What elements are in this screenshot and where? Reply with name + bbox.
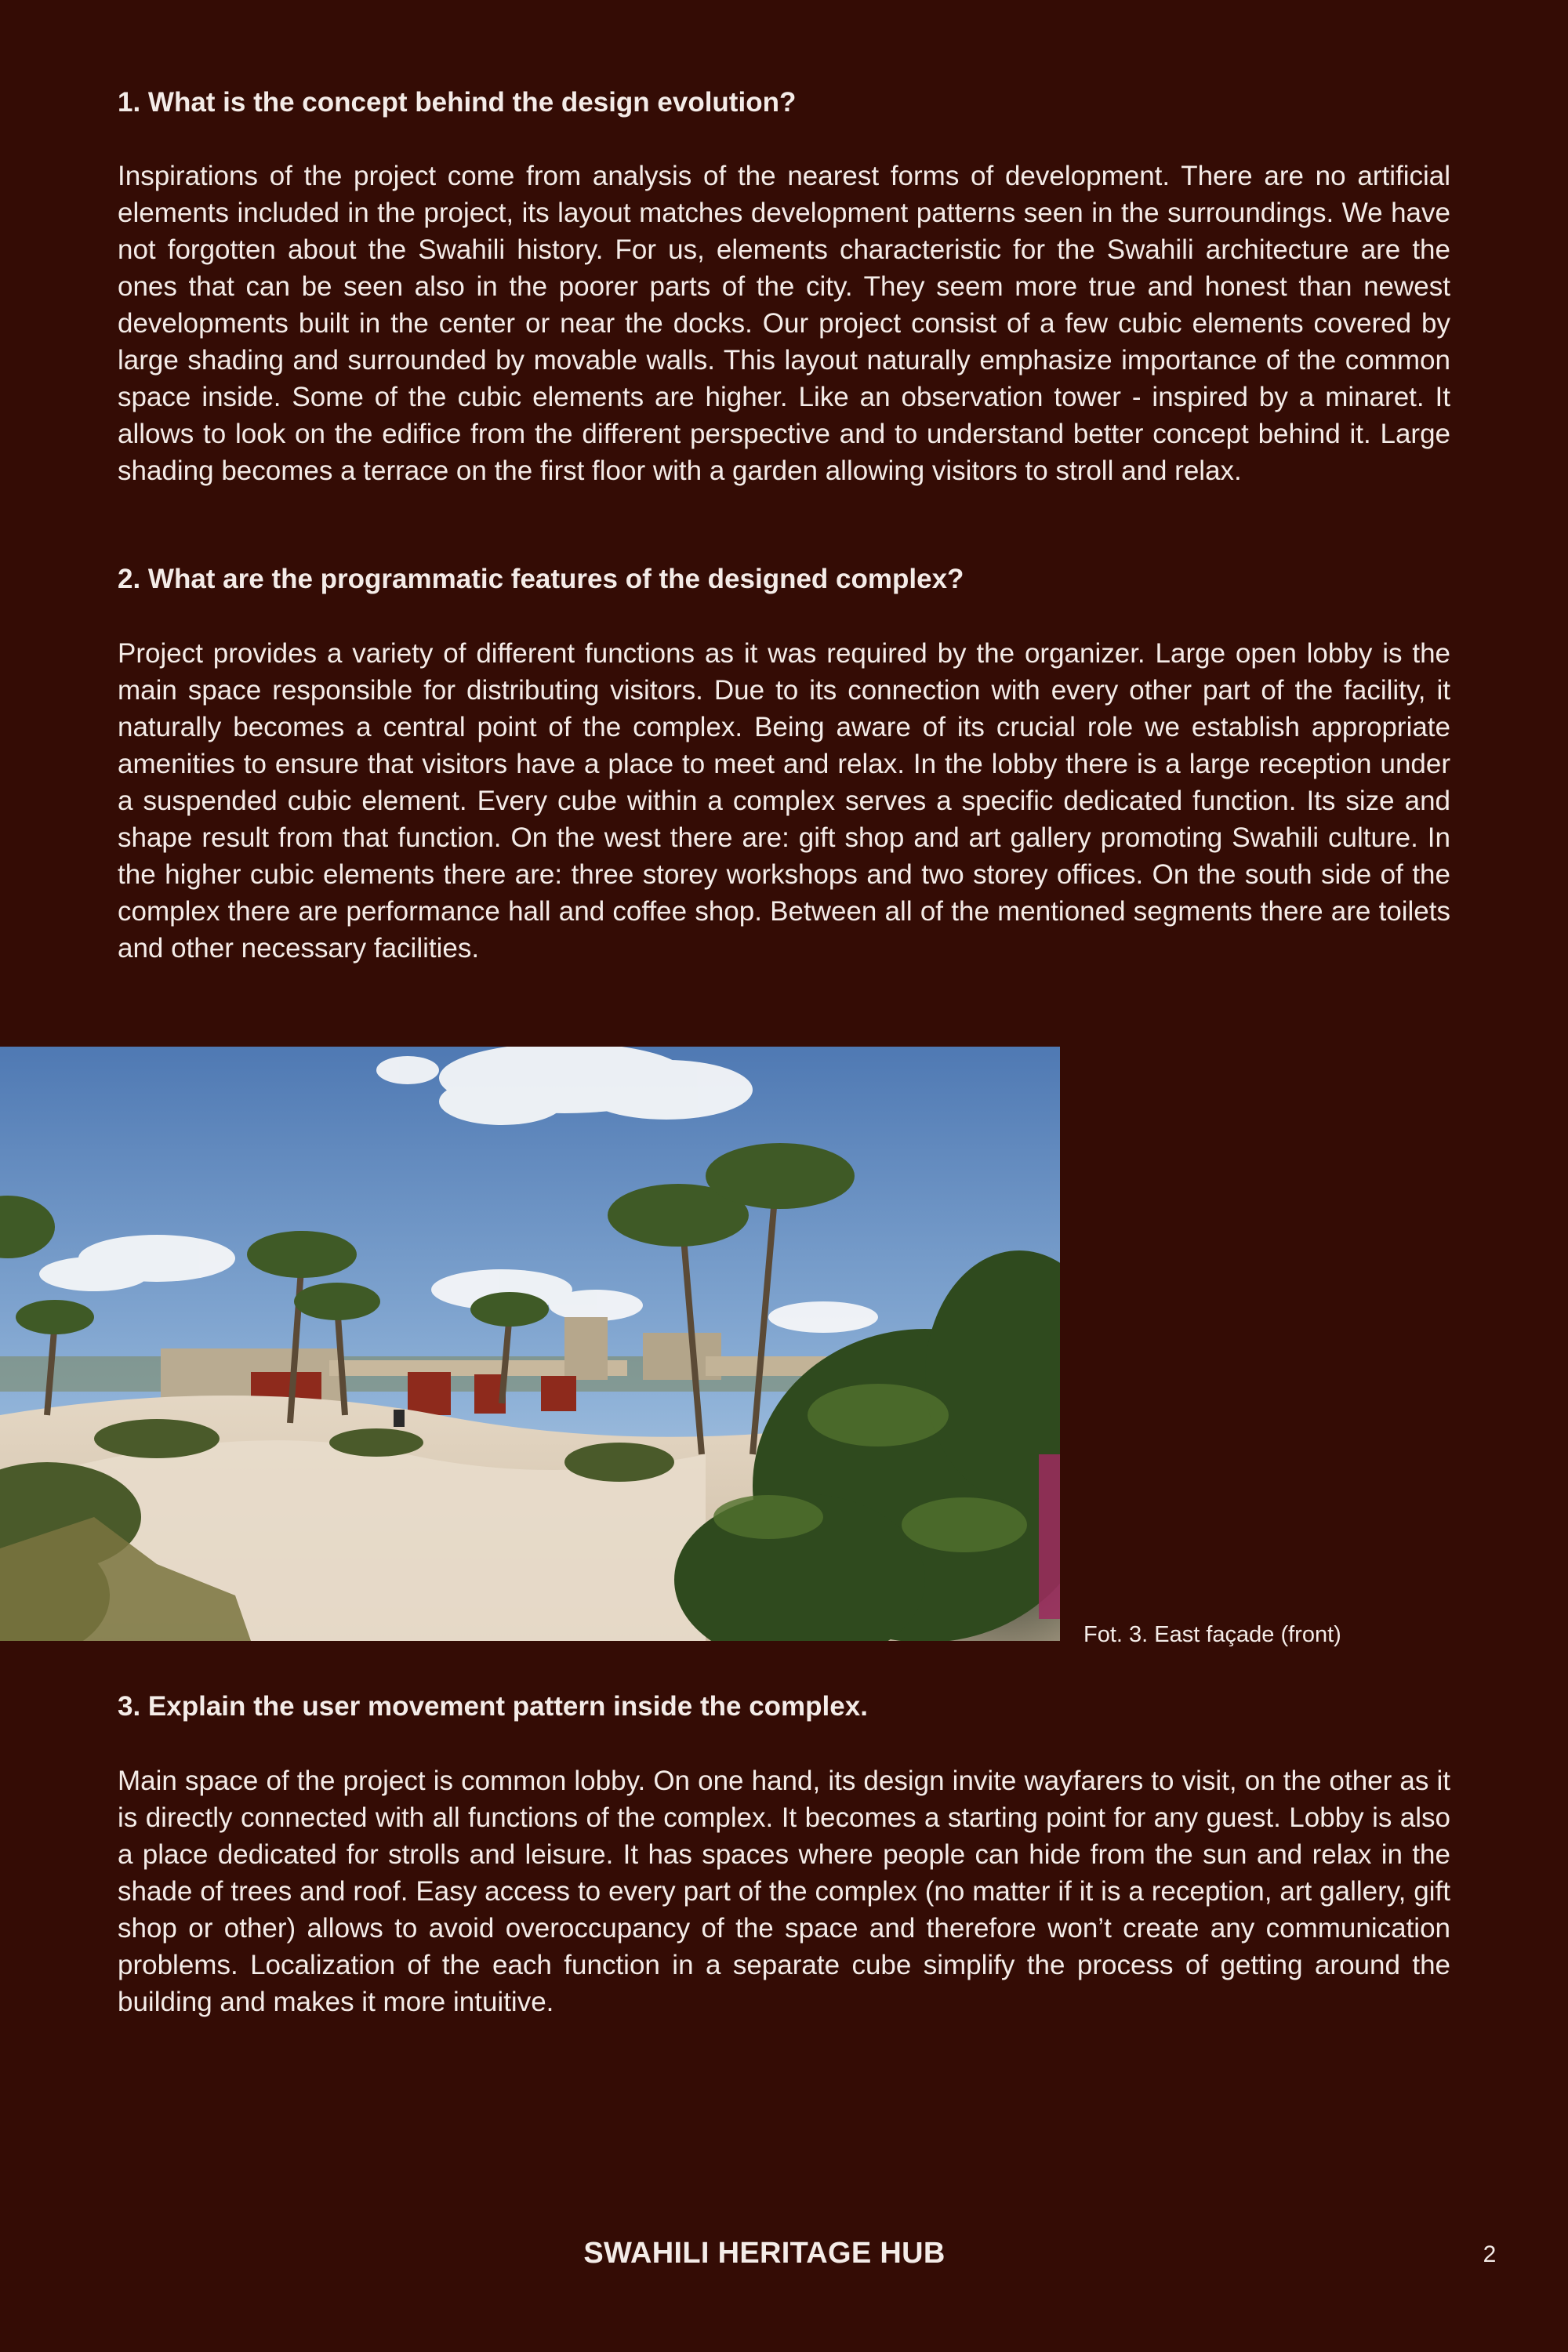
section-2-answer: Project provides a variety of different functions as it was required by the organizer. Large open lobby is the main space responsible for distributing visitors. Due to its connection with every other part of the facility, it naturally becomes a central point of the complex. Being aware of its crucial role we establish appropriate amenities to ensure that visitors have a place to meet and relax. In the lobby there is a large reception under a suspended cubic element. Every cube within a complex serves a specific dedicated function. Its size and shape result from that function. On the west there are: gift shop and art gallery promoting Swahili culture. In the higher cubic elements there are: three storey workshops and two storey offices. On the south side of the complex there are performance hall and coffee shop. Between all of the mentioned segments there are toilets and other necessary facilities. — [118, 638, 1450, 964]
east-facade-render-image — [0, 1047, 1060, 1641]
section-3-question: 3. Explain the user movement pattern inside the complex. — [118, 1691, 868, 1722]
section-1-answer: Inspirations of the project come from analysis of the nearest forms of development. There are no artificial elements included in the project, its layout matches development patterns seen in the surroundings. We have not forgotten about the Swahili history. For us, elements characteristic for the Swahili architecture are the ones that can be seen also in the poorer parts of the city. They seem more true and honest than newest developments built in the center or near the docks. Our project consist of a few cubic elements covered by large shading and surrounded by movable walls. This layout naturally emphasize importance of the common space inside. Some of the cubic elements are higher. Like an observation tower - inspired by a minaret. It allows to look on the edifice from the different perspective and to understand better concept behind it. Large shading becomes a terrace on the first floor with a garden allowing visitors to stroll and relax. — [118, 161, 1450, 486]
section-1-question: 1. What is the concept behind the design evolution? — [118, 87, 797, 118]
figure-caption: Fot. 3. East façade (front) — [1083, 1622, 1341, 1647]
footer-title: SWAHILI HERITAGE HUB — [583, 2237, 946, 2270]
section-3-answer: Main space of the project is common lobby. On one hand, its design invite wayfarers to visit, on the other as it is directly connected with all functions of the complex. It becomes a starting point for any guest. Lobby is also a place dedicated for strolls and leisure. It has spaces where people can hide from the sun and relax in the shade of trees and roof. Easy access to every part of the complex (no matter if it is a reception, art gallery, gift shop or other) allows to avoid overoccupancy of the space and therefore won’t create any communication problems. Localization of the each function in a separate cube simplify the process of getting around the building and makes it more intuitive. — [118, 1766, 1450, 2017]
section-2-question: 2. What are the programmatic features of the designed complex? — [118, 564, 964, 594]
page-number: 2 — [1483, 2241, 1497, 2267]
